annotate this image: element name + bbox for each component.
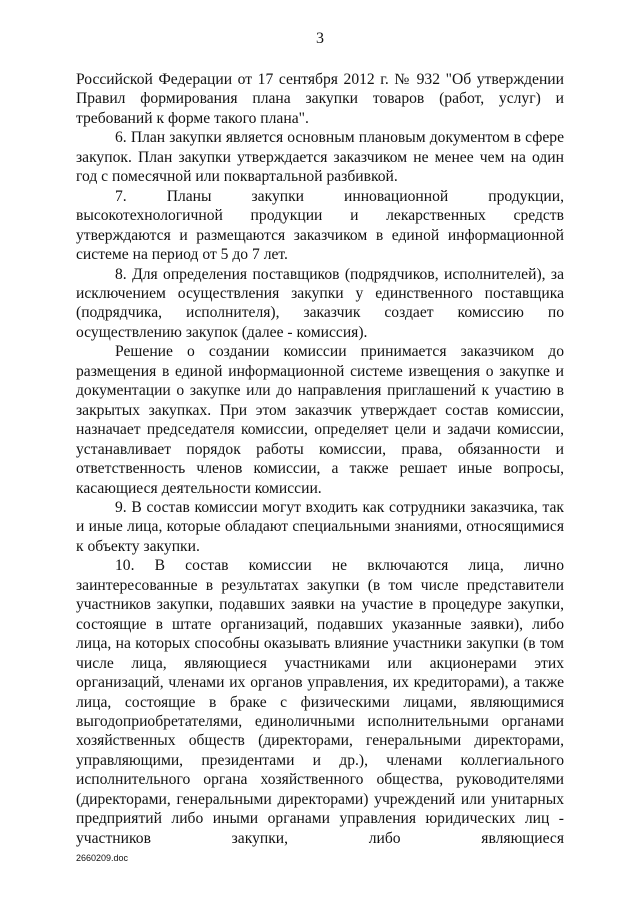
document-body: [76, 70, 564, 848]
page-number: 3: [316, 30, 324, 47]
paragraph-continuation: Российской Федерации от 17 сентября 2012 г. № 932 "Об утверждении Правил формирования плана закупки товаров (работ, услуг) и требований к форме такого плана".: [76, 71, 564, 127]
paragraph-8-decision: Решение о создании комиссии принимается заказчиком до размещения в единой информационной системе извещения о закупке и документации о закупке или до направления приглашений к участию в закрытых закупках. При этом заказчик утверждает состав комиссии, назначает председателя комиссии, определяет цели и задачи комиссии, устанавливает порядок работы комиссии, права, обязанности и ответственность членов комиссии, а также решает иные вопросы, касающиеся деятельности комиссии.: [76, 343, 564, 497]
paragraph-8: 8. Для определения поставщиков (подрядчиков, исполнителей), за исключением осуществления закупки у единственного поставщика (подрядчика, исполнителя), заказчик создает комиссию по осуществлению закупок (далее - комиссия).: [76, 265, 564, 341]
paragraph-6: 6. План закупки является основным плановым документом в сфере закупок. План закупки утверждается заказчиком не менее чем на один год с помесячной или поквартальной разбивкой.: [76, 129, 564, 186]
paragraph-9: 9. В состав комиссии могут входить как сотрудники заказчика, так и иные лица, которые обладают специальными знаниями, относящимися к объекту закупки.: [76, 498, 564, 555]
paragraph-7: 7. Планы закупки инновационной продукции, высокотехнологичной продукции и лекарственных средств утверждаются и размещаются заказчиком в единой информационной системе на период от 5 до 7 лет.: [76, 187, 564, 264]
paragraph-10: 10. В состав комиссии не включаются лица, лично заинтересованные в результатах закупки (в том числе представители участников закупки, подавших заявки на участие в процедуре закупки, состоящие в штате организаций, подавших указанные заявки), либо лица, на которых способны оказывать влияние участники закупки (в том числе лица, являющиеся участниками или акционерами этих организаций, членами их органов управления, их кредиторами), а также лица, состоящие в браке с физическими лицами, являющимися выгодоприобретателями, единоличными исполнительными органами хозяйственных обществ (директорами, генеральными директорами, управляющими, президентами и др.), членами коллегиального исполнительного органа хозяйственного общества, руководителями (директорами, генеральными директорами) учреждений или унитарных предприятий либо иными органами управления юридических лиц - участников закупки, либо являющиеся: [76, 557, 564, 847]
footer-file-name: 2660209.doc: [76, 853, 129, 863]
